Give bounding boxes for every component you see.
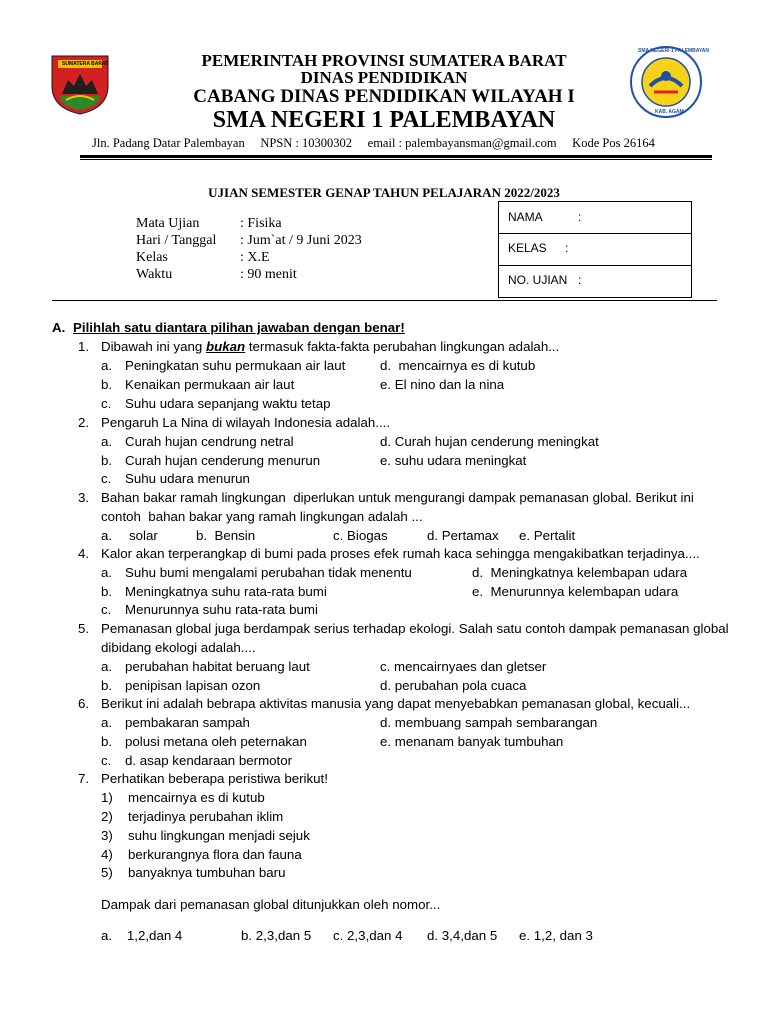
- provincial-logo-text: SUMATERA BARAT: [62, 61, 109, 67]
- q4-option-a[interactable]: Suhu bumi mengalami perubahan tidak menentu: [125, 565, 412, 580]
- header-rule-thin: [80, 159, 712, 160]
- q6-option-b[interactable]: polusi metana oleh peternakan: [125, 734, 307, 749]
- q2-option-e[interactable]: e. suhu udara meningkat: [380, 453, 527, 468]
- header-line-1: PEMERINTAH PROVINSI SUMATERA BARAT: [201, 51, 567, 70]
- exam-title: UJIAN SEMESTER GENAP TAHUN PELAJARAN 2022/2023: [208, 185, 560, 200]
- q5-option-c[interactable]: c. mencairnyaes dan gletser: [380, 659, 547, 674]
- q4-letter-a: a.: [101, 565, 113, 580]
- q6-option-a[interactable]: pembakaran sampah: [125, 715, 250, 730]
- q1-letter-c: c.: [101, 396, 112, 411]
- q3-stem-line1: Bahan bakar ramah lingkungan diperlukan untuk mengurangi dampak pemanasan global. Berikut ini: [101, 490, 694, 505]
- info-label-subject: Mata Ujian: [136, 216, 200, 231]
- q4-option-c[interactable]: Menurunnya suhu rata-rata bumi: [125, 602, 318, 617]
- school-name: SMA NEGERI 1 PALEMBAYAN: [212, 107, 556, 133]
- school-logo: [630, 46, 710, 118]
- q7-option-b[interactable]: b. 2,3,dan 5: [241, 928, 312, 943]
- q6-option-d[interactable]: d. membuang sampah sembarangan: [380, 715, 598, 730]
- q6-number: 6.: [78, 696, 90, 711]
- q2-option-d[interactable]: d. Curah hujan cenderung meningkat: [380, 434, 599, 449]
- school-logo-text: SMA NEGERI 1 PALEMBAYAN: [638, 48, 710, 54]
- q6-letter-b: b.: [101, 734, 113, 749]
- info-label-class: Kelas: [136, 250, 168, 265]
- info-value-date: : Jum`at / 9 Juni 2023: [240, 233, 362, 248]
- id-label-exam-number: NO. UJIAN: [508, 273, 568, 287]
- q7-item-text: banyaknya tumbuhan baru: [128, 865, 286, 880]
- q7-item-text: berkurangnya flora dan fauna: [128, 847, 302, 862]
- q1-letter-a: a.: [101, 358, 113, 373]
- q3-option-d[interactable]: d. Pertamax: [427, 528, 499, 543]
- q2-letter-a: a.: [101, 434, 113, 449]
- q3-stem-line2: contoh bahan bakar yang ramah lingkungan adalah ...: [101, 509, 423, 524]
- q1-stem-end: termasuk fakta-fakta perubahan lingkungan adalah...: [245, 339, 560, 354]
- q1-option-e[interactable]: e. El nino dan la nina: [380, 377, 505, 392]
- q1-option-d[interactable]: d. mencairnya es di kutub: [380, 358, 536, 373]
- q1-number: 1.: [78, 339, 90, 354]
- school-address: Jln. Padang Datar Palembayan NPSN : 10300302 email : palembayansman@gmail.com Kode Pos 26164: [92, 136, 655, 150]
- q7-item-text: terjadinya perubahan iklim: [128, 809, 284, 824]
- q4-option-e[interactable]: e. Menurunnya kelembapan udara: [472, 584, 679, 599]
- q5-letter-a: a.: [101, 659, 113, 674]
- q5-number: 5.: [78, 621, 90, 636]
- section-separator: [52, 300, 717, 301]
- q7-number: 7.: [78, 771, 90, 786]
- q7-item-number: 1): [101, 790, 113, 805]
- q7-item-number: 3): [101, 828, 113, 843]
- q6-option-c[interactable]: d. asap kendaraan bermotor: [125, 753, 293, 768]
- q7-item-number: 2): [101, 809, 113, 824]
- q4-option-b[interactable]: Meningkatnya suhu rata-rata bumi: [125, 584, 327, 599]
- id-colon-name: :: [578, 210, 582, 224]
- q3-letter-a: a.: [101, 528, 113, 543]
- q1-option-a[interactable]: Peningkatan suhu permukaan air laut: [125, 358, 346, 373]
- q7-option-d[interactable]: d. 3,4,dan 5: [427, 928, 498, 943]
- q3-option-a[interactable]: solar: [129, 528, 158, 543]
- q7-option-a[interactable]: a. 1,2,dan 4: [101, 928, 183, 943]
- info-label-date: Hari / Tanggal: [136, 233, 217, 248]
- school-logo-subtext: KAB. AGAM: [655, 109, 684, 115]
- header-line-3: CABANG DINAS PENDIDIKAN WILAYAH I: [193, 86, 575, 107]
- info-value-class: : X.E: [240, 250, 270, 265]
- q4-letter-b: b.: [101, 584, 113, 599]
- q7-item-number: 4): [101, 847, 113, 862]
- q1-option-b[interactable]: Kenaikan permukaan air laut: [125, 377, 295, 392]
- q7-item-text: suhu lingkungan menjadi sejuk: [128, 828, 310, 843]
- info-value-time: : 90 menit: [240, 267, 297, 282]
- q1-stem-emphasis: bukan: [205, 339, 246, 354]
- q5-option-d[interactable]: d. perubahan pola cuaca: [380, 678, 527, 693]
- q2-option-b[interactable]: Curah hujan cenderung menurun: [125, 453, 321, 468]
- q1-letter-b: b.: [101, 377, 113, 392]
- id-colon-exam-number: :: [578, 273, 582, 287]
- id-label-class: KELAS: [508, 241, 547, 255]
- q7-item-text: mencairnya es di kutub: [128, 790, 265, 805]
- q4-letter-c: c.: [101, 602, 112, 617]
- q7-stem: Perhatikan beberapa peristiwa berikut!: [101, 771, 328, 786]
- id-label-name: NAMA: [508, 210, 543, 224]
- info-label-time: Waktu: [136, 267, 173, 282]
- q5-letter-b: b.: [101, 678, 113, 693]
- q4-option-d[interactable]: d. Meningkatnya kelembapan udara: [472, 565, 688, 580]
- info-value-subject: : Fisika: [240, 216, 282, 231]
- section-instruction: Pilihlah satu diantara pilihan jawaban dengan benar!: [73, 320, 405, 335]
- q1-stem-start: Dibawah ini yang: [101, 339, 206, 354]
- q5-option-b[interactable]: penipisan lapisan ozon: [125, 678, 261, 693]
- header-line-2: DINAS PENDIDIKAN: [300, 68, 468, 87]
- q7-option-e[interactable]: e. 1,2, dan 3: [519, 928, 593, 943]
- q6-stem: Berikut ini adalah bebrapa aktivitas manusia yang dapat menyebabkan pemanasan global, kecuali...: [101, 696, 691, 711]
- q3-number: 3.: [78, 490, 90, 505]
- id-row-name[interactable]: [499, 202, 691, 233]
- q2-letter-b: b.: [101, 453, 113, 468]
- q7-item-number: 5): [101, 865, 113, 880]
- header-rule-thick: [80, 155, 712, 158]
- q3-option-c[interactable]: c. Biogas: [333, 528, 388, 543]
- q2-number: 2.: [78, 415, 90, 430]
- q4-stem: Kalor akan terperangkap di bumi pada proses efek rumah kaca sehingga mengakibatkan terjadinya....: [101, 546, 700, 561]
- q1-stem: [101, 339, 559, 354]
- id-row-class[interactable]: [499, 233, 691, 264]
- id-row-exam-number[interactable]: [499, 265, 691, 296]
- q1-option-c[interactable]: Suhu udara sepanjang waktu tetap: [125, 396, 331, 411]
- q6-letter-c: c.: [101, 753, 112, 768]
- q5-stem-line2: dibidang ekologi adalah....: [101, 640, 256, 655]
- q2-option-c[interactable]: Suhu udara menurun: [125, 471, 250, 486]
- q5-stem-line1: Pemanasan global juga berdampak serius terhadap ekologi. Salah satu contoh dampak pemanasan global: [101, 621, 729, 636]
- q2-stem: Pengaruh La Nina di wilayah Indonesia adalah....: [101, 415, 391, 430]
- q2-letter-c: c.: [101, 471, 112, 486]
- q3-option-b[interactable]: b. Bensin: [196, 528, 256, 543]
- q4-number: 4.: [78, 546, 90, 561]
- q7-option-c[interactable]: c. 2,3,dan 4: [333, 928, 403, 943]
- section-letter: A.: [52, 320, 66, 335]
- q6-letter-a: a.: [101, 715, 113, 730]
- q6-option-e[interactable]: e. menanam banyak tumbuhan: [380, 734, 564, 749]
- q2-option-a[interactable]: Curah hujan cendrung netral: [125, 434, 294, 449]
- student-id-box: [498, 201, 692, 298]
- q3-option-e[interactable]: e. Pertalit: [519, 528, 576, 543]
- q7-prompt: Dampak dari pemanasan global ditunjukkan oleh nomor...: [101, 897, 441, 912]
- id-colon-class: :: [565, 241, 569, 255]
- q5-option-a[interactable]: perubahan habitat beruang laut: [125, 659, 310, 674]
